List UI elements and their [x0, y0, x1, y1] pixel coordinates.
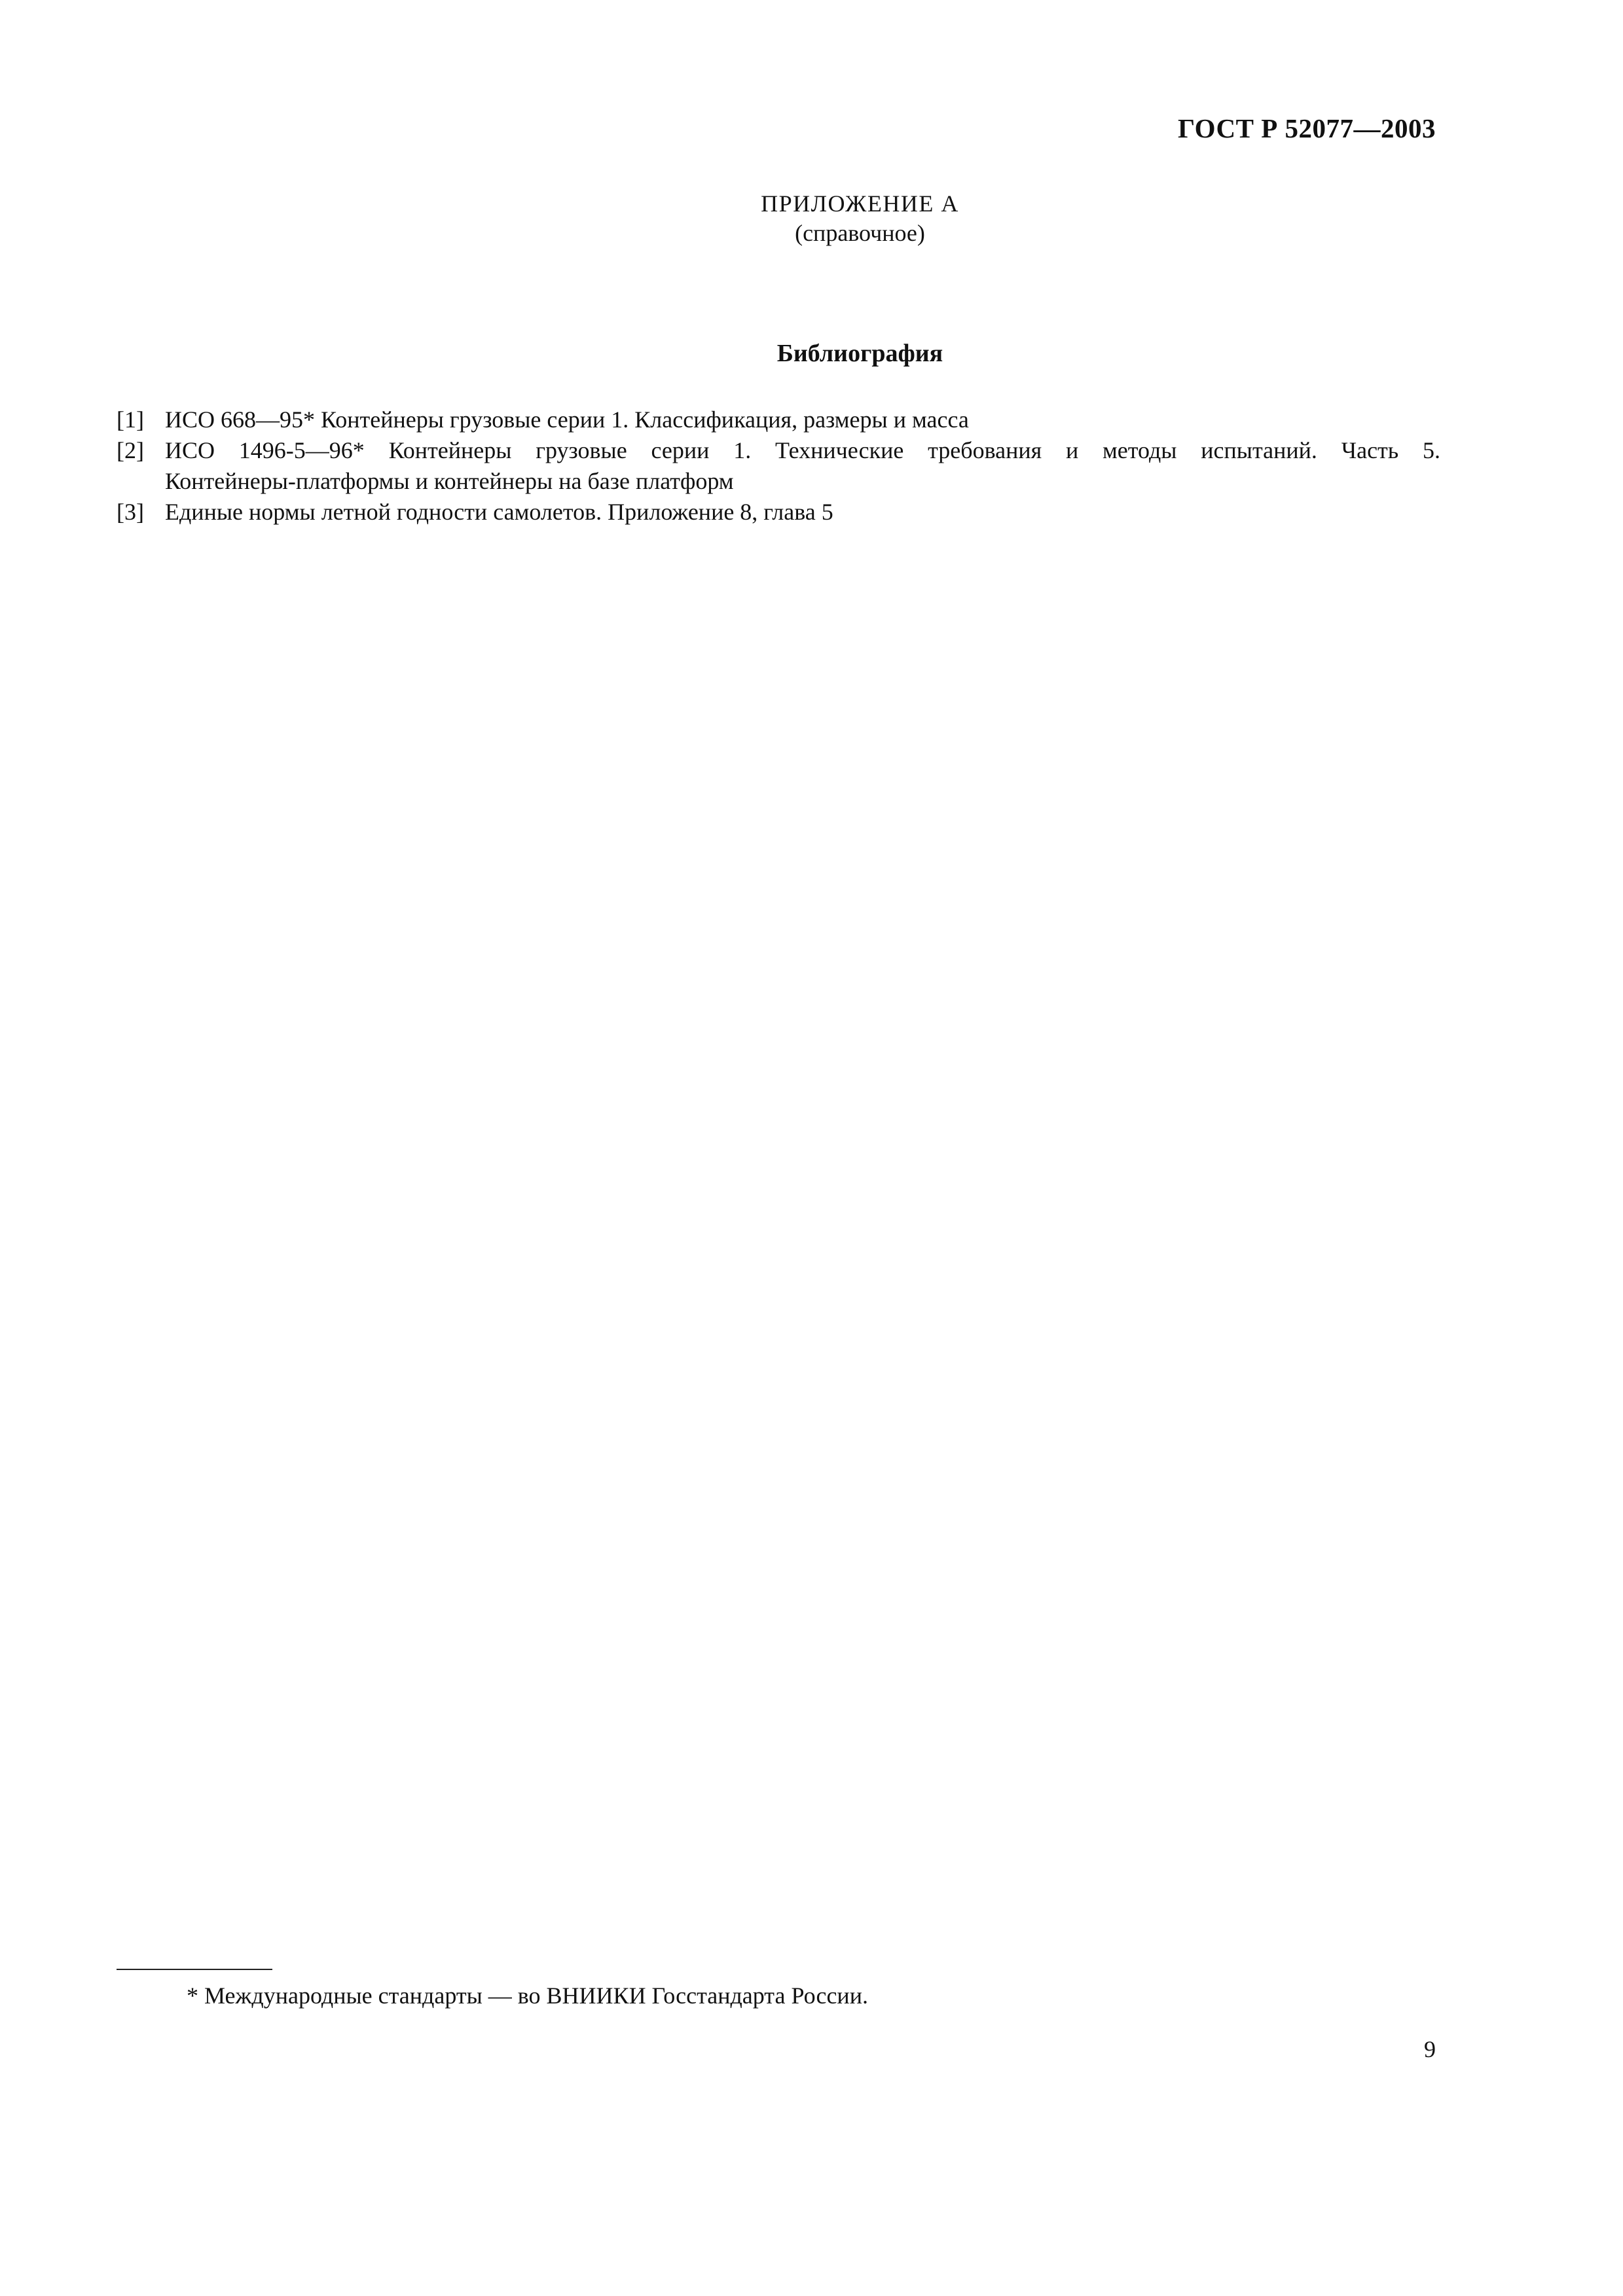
document-code: ГОСТ Р 52077—2003: [1178, 113, 1436, 143]
bibliography-item: [117, 435, 1440, 497]
bibliography-item-number: [2]: [117, 437, 144, 463]
bibliography-item-text: [165, 435, 1440, 497]
bibliography-item-text: [165, 497, 1440, 528]
bibliography-item-number: [3]: [117, 499, 144, 525]
bibliography-list: [117, 404, 1440, 528]
bibliography-item-line: ИСО 668—95* Контейнеры грузовые серии 1. Классификация, размеры и масса: [165, 406, 969, 433]
footnote-separator: [117, 1969, 272, 1970]
footnote: * Международные стандарты — во ВНИИКИ Госстандарта России.: [187, 1982, 868, 2009]
bibliography-item: [117, 404, 1440, 435]
bibliography-item-line: ИСО 1496-5—96* Контейнеры грузовые серии 1. Технические требования и методы испытаний. Часть 5.: [165, 437, 1440, 463]
page-number: 9: [1424, 2036, 1436, 2062]
bibliography-item: [117, 497, 1440, 528]
appendix-note: (справочное): [795, 220, 925, 246]
bibliography-item-number: [1]: [117, 406, 144, 433]
bibliography-heading: Библиография: [776, 340, 943, 367]
bibliography-item-line: Единые нормы летной годности самолетов. Приложение 8, глава 5: [165, 499, 833, 525]
appendix-title: ПРИЛОЖЕНИЕ А: [761, 190, 959, 217]
bibliography-item-line: Контейнеры-платформы и контейнеры на базе платформ: [165, 468, 734, 494]
bibliography-item-text: [165, 404, 1440, 435]
